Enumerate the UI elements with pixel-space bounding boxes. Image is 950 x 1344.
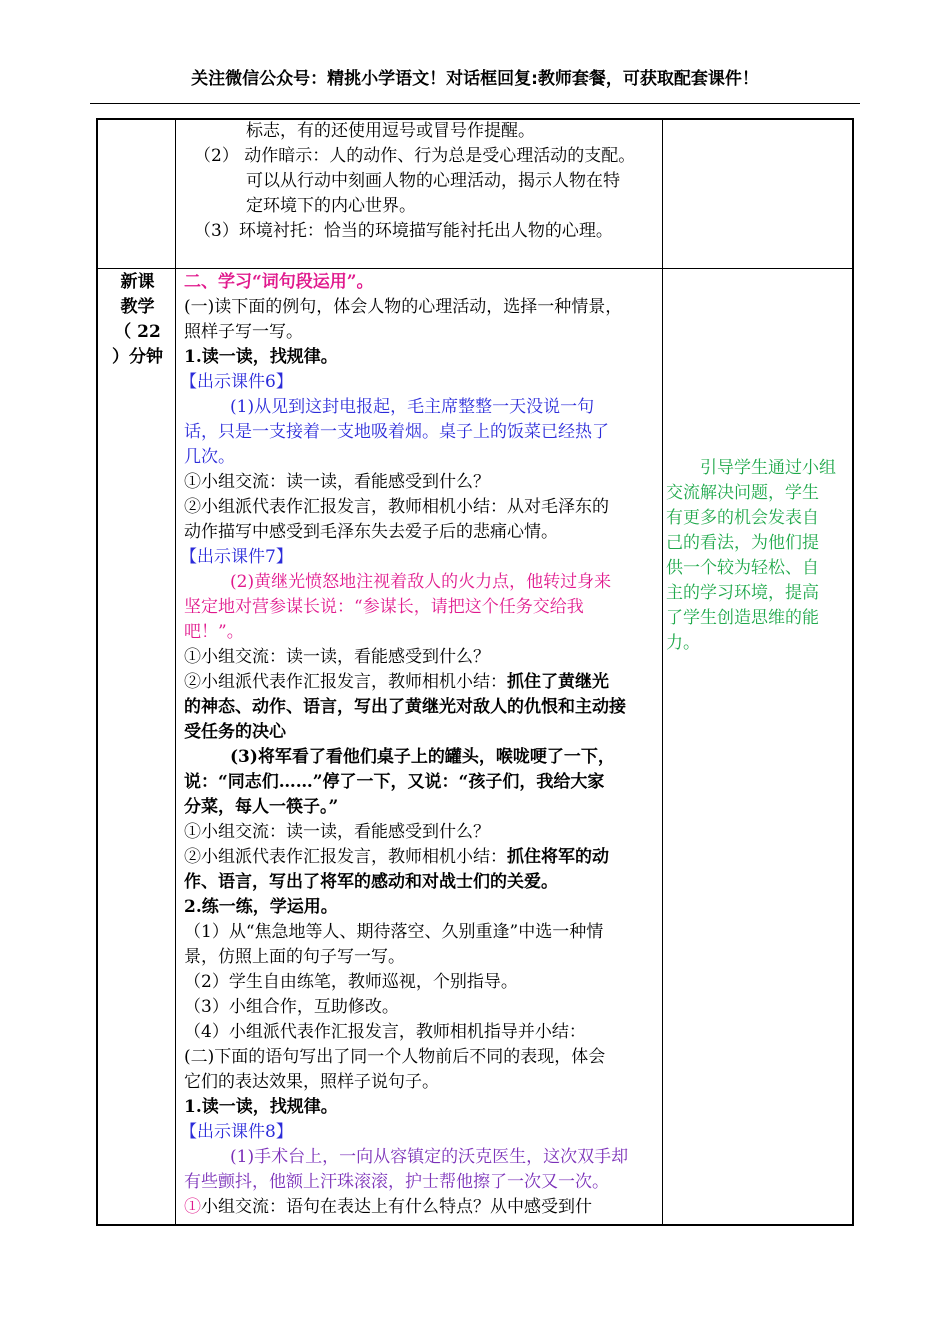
label-line: ）分钟 <box>112 347 163 367</box>
note-line: 引导学生通过小组 <box>700 458 836 478</box>
text-line: 标志，有的还使用逗号或冒号作提醒。 <box>246 121 535 141</box>
example-line: (2)黄继光愤怒地注视着敌人的火力点，他转过身来 <box>230 572 612 592</box>
example-line: 几次。 <box>184 447 235 467</box>
courseware-tag: 【出示课件7】 <box>180 547 293 567</box>
example-line: (1)手术台上，一向从容镇定的沃克医生，这次双手却 <box>230 1147 629 1167</box>
teaching-note <box>666 456 852 656</box>
top-row-content <box>180 119 662 244</box>
example-line: 分菜，每人一筷子。” <box>184 797 339 817</box>
column-divider-right <box>662 118 663 1226</box>
label-line: 新课 <box>120 272 155 292</box>
text-line: 照样子写一写。 <box>184 322 303 342</box>
text-line: (一)读下面的例句，体会人物的心理活动，选择一种情景， <box>184 297 623 317</box>
note-line: 供一个较为轻松、自 <box>666 558 819 578</box>
note-line: 了学生创造思维的能 <box>666 608 819 628</box>
text-line: 景，仿照上面的句子写一写。 <box>184 947 405 967</box>
text-line: ①小组交流：读一读，看能感受到什么？ <box>184 647 490 667</box>
text-run: ②小组派代表作汇报发言，教师相机小结： <box>184 672 507 692</box>
example-line: 说：“同志们……”停了一下，又说：“孩子们，我给大家 <box>184 772 605 792</box>
header-rule <box>90 103 860 104</box>
example-line: 话，只是一支接着一支地吸着烟。桌子上的饭菜已经热了 <box>184 422 609 442</box>
note-line: 主的学习环境，提高 <box>666 583 819 603</box>
note-line: 有更多的机会发表自 <box>666 508 819 528</box>
note-line: 交流解决问题，学生 <box>666 483 819 503</box>
text-line <box>180 1195 662 1220</box>
text-line: 作、语言，写出了将军的感动和对战士们的关爱。 <box>184 872 558 892</box>
example-line: (3)将军看了看他们桌子上的罐头，喉咙哽了一下， <box>230 747 615 767</box>
text-line: （2） 动作暗示：人的动作、行为总是受心理活动的支配。 <box>194 146 636 166</box>
text-run-bold: 抓住将军的动 <box>507 847 609 867</box>
courseware-tag: 【出示课件8】 <box>180 1122 293 1142</box>
text-run: ②小组派代表作汇报发言，教师相机小结： <box>184 847 507 867</box>
label-line: （ 22 <box>114 322 161 342</box>
label-line: 教学 <box>120 297 155 317</box>
text-line: ①小组交流：读一读，看能感受到什么？ <box>184 472 490 492</box>
text-line: 可以从行动中刻画人物的心理活动，揭示人物在特 <box>246 171 620 191</box>
text-line: 它们的表达效果，照样子说句子。 <box>184 1072 439 1092</box>
text-line: (二)下面的语句写出了同一个人物前后不同的表现，体会 <box>184 1047 606 1067</box>
text-run-bold: 抓住了黄继光 <box>507 672 609 692</box>
example-line: 有些颤抖，他额上汗珠滚滚，护士帮他擦了一次又一次。 <box>184 1172 609 1192</box>
text-line: 受任务的决心 <box>184 722 286 742</box>
text-line: ②小组派代表作汇报发言，教师相机小结：从对毛泽东的 <box>184 497 609 517</box>
circled-number: ① <box>184 1197 201 1217</box>
text-line: 动作描写中感受到毛泽东失去爱子后的悲痛心情。 <box>184 522 558 542</box>
text-line: （2）学生自由练笔，教师巡视，个别指导。 <box>184 972 518 992</box>
note-line: 己的看法，为他们提 <box>666 533 819 553</box>
text-line: （3）环境衬托：恰当的环境描写能衬托出人物的心理。 <box>194 221 613 241</box>
example-line: 坚定地对营参谋长说：“参谋长，请把这个任务交给我 <box>184 597 584 617</box>
text-line: （3）小组合作，互助修改。 <box>184 997 399 1017</box>
text-line: （1）从“焦急地等人、期待落空、久别重逢”中选一种情 <box>184 922 604 942</box>
page-header: 关注微信公众号：精挑小学语文！对话框回复:教师套餐，可获取配套课件！ <box>191 69 759 89</box>
text-line: 定环境下的内心世界。 <box>246 196 416 216</box>
subheading: 2.练一练，学运用。 <box>184 897 338 917</box>
text-line: 的神态、动作、语言，写出了黄继光对敌人的仇恨和主动接 <box>184 697 626 717</box>
section-heading: 二、学习“词句段运用”。 <box>184 272 374 292</box>
note-line: 力。 <box>666 633 700 653</box>
text-line <box>180 845 662 870</box>
main-content <box>180 270 662 1220</box>
subheading: 1.读一读，找规律。 <box>184 347 338 367</box>
example-line: (1)从见到这封电报起，毛主席整整一天没说一句 <box>230 397 595 417</box>
section-label <box>100 270 175 370</box>
row-divider <box>96 268 854 269</box>
courseware-tag: 【出示课件6】 <box>180 372 293 392</box>
column-divider-left <box>175 118 176 1226</box>
text-line: （4）小组派代表作汇报发言，教师相机指导并小结： <box>184 1022 586 1042</box>
text-line: ①小组交流：读一读，看能感受到什么？ <box>184 822 490 842</box>
example-line: 吧！”。 <box>184 622 244 642</box>
text-run: 小组交流：语句在表达上有什么特点？从中感受到什 <box>201 1197 592 1217</box>
subheading: 1.读一读，找规律。 <box>184 1097 338 1117</box>
text-line <box>180 670 662 695</box>
